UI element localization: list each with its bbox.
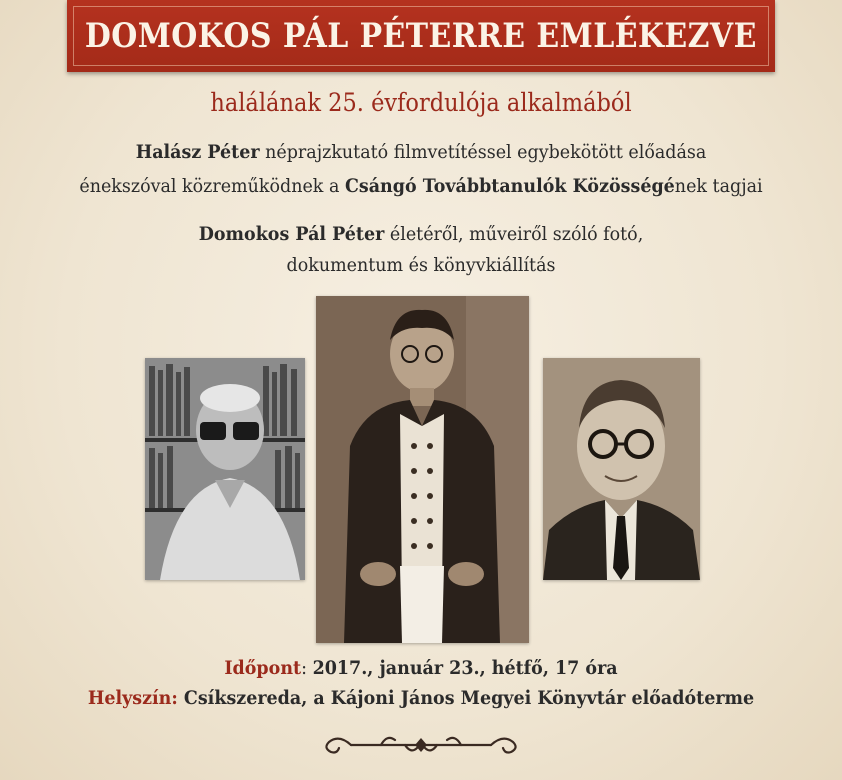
exhibition-text: életéről, műveiről szóló fotó, <box>384 223 644 245</box>
lecture-text: néprajzkutató filmvetítéssel egybekötött előadása <box>259 141 707 163</box>
middle-aged-portrait-photo <box>543 358 700 580</box>
singers-group: Csángó Továbbtanulók Közösségé <box>344 175 675 197</box>
place-value: Csíkszereda, a Kájoni János Megyei Könyvtár előadóterme <box>177 687 755 709</box>
exhibition-line-1 <box>34 223 809 245</box>
place-label: Helyszín: <box>87 687 178 709</box>
singers-pre: énekszóval közreműködnek a <box>79 175 345 197</box>
young-costume-portrait-photo <box>316 296 529 643</box>
time-colon: : <box>301 657 313 679</box>
subtitle: halálának 25. évfordulója alkalmából <box>210 88 632 117</box>
place-line <box>34 687 809 709</box>
time-label: Időpont <box>224 657 302 679</box>
singers-post: nek tagjai <box>674 175 763 197</box>
lecturer-name: Halász Péter <box>135 141 260 163</box>
time-year: 2017. <box>312 657 368 679</box>
singers-line <box>34 175 809 197</box>
elderly-portrait-photo <box>145 358 305 580</box>
lecture-line <box>34 141 809 163</box>
title-banner <box>67 0 775 72</box>
exhibition-line-2: dokumentum és könyvkiállítás <box>286 254 556 276</box>
exhibition-name: Domokos Pál Péter <box>198 223 385 245</box>
page-title: DOMOKOS PÁL PÉTERRE EMLÉKEZVE <box>85 16 758 56</box>
time-value: , január 23., hétfő, 17 óra <box>367 657 618 679</box>
flourish-ornament-icon <box>321 730 521 760</box>
time-line <box>34 657 809 679</box>
